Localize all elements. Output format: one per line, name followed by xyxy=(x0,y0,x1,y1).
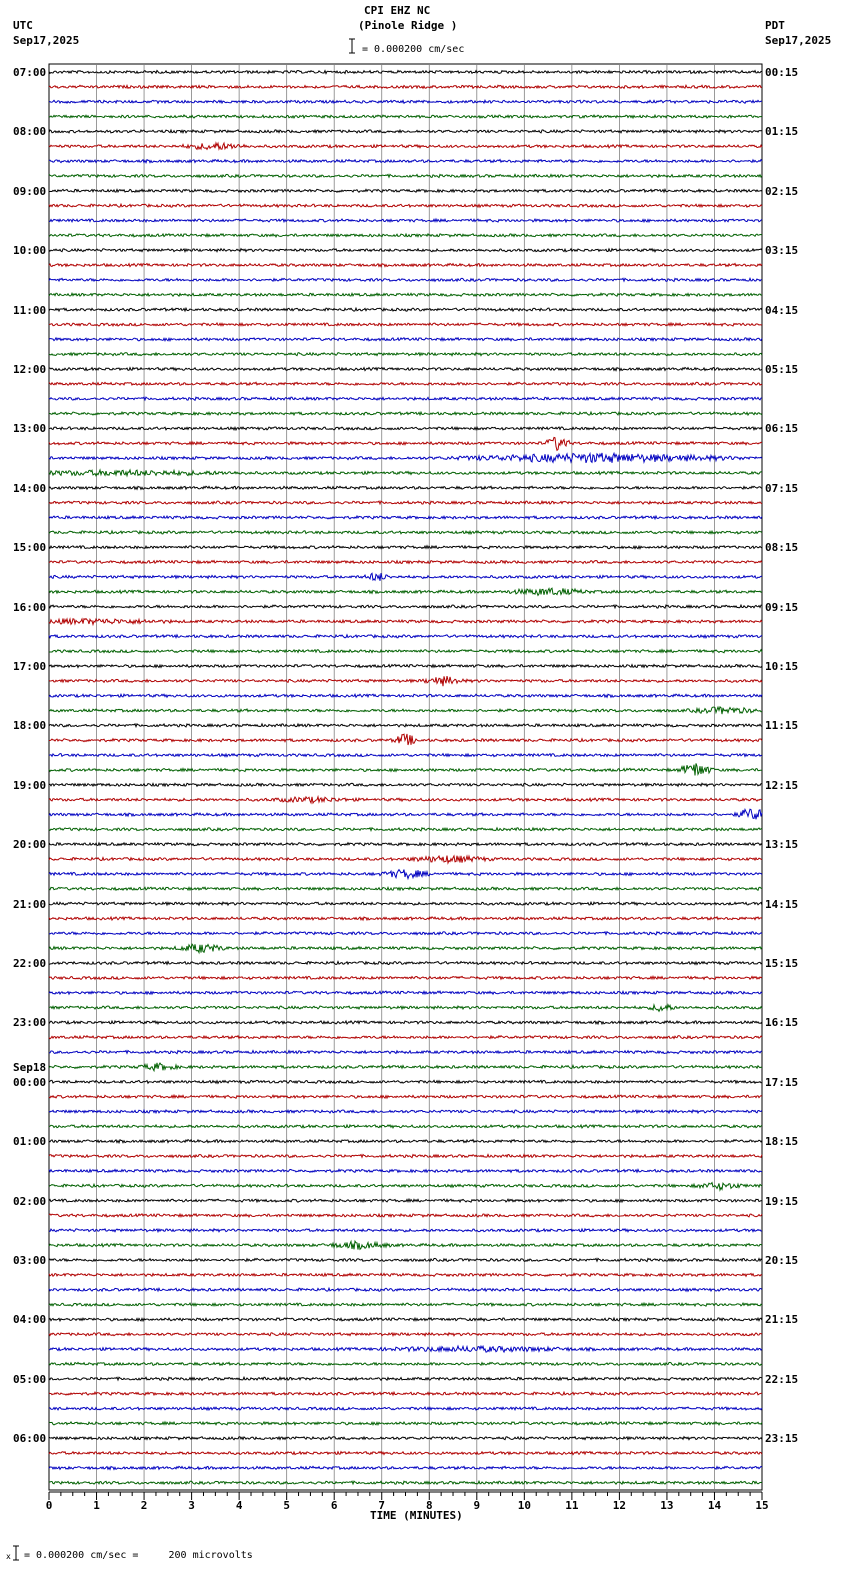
seismic-trace xyxy=(49,546,762,549)
seismic-trace xyxy=(49,1214,762,1217)
seismic-trace xyxy=(49,397,762,400)
pdt-hour-label: 08:15 xyxy=(765,541,799,555)
seismic-trace xyxy=(49,263,762,266)
seismic-trace xyxy=(49,917,762,920)
seismic-trace xyxy=(49,1258,762,1261)
seismic-trace xyxy=(49,1333,762,1336)
seismic-trace xyxy=(49,382,762,385)
pdt-hour-label: 17:15 xyxy=(765,1075,799,1089)
utc-hour-label: 19:00 xyxy=(13,778,47,792)
seismic-trace xyxy=(49,1392,762,1395)
utc-hour-label: 02:00 xyxy=(13,1194,47,1208)
utc-hour-label: 03:00 xyxy=(13,1254,47,1267)
seismic-trace xyxy=(49,100,762,103)
utc-hour-label: 23:00 xyxy=(13,1016,47,1030)
x-tick-label: 7 xyxy=(378,1499,386,1512)
seismic-trace xyxy=(49,635,762,638)
utc-label: UTC xyxy=(13,19,33,32)
x-axis-label: TIME (MINUTES) xyxy=(370,1509,463,1522)
seismic-trace xyxy=(49,367,762,370)
pdt-hour-label: 23:15 xyxy=(765,1432,799,1446)
x-tick-label: 15 xyxy=(755,1499,769,1512)
seismic-trace xyxy=(49,902,762,905)
plot-frame xyxy=(49,64,762,1490)
utc-hour-label: 09:00 xyxy=(13,184,47,198)
x-tick-label: 2 xyxy=(140,1499,148,1512)
utc-hour-label: 10:00 xyxy=(13,244,47,258)
seismic-trace xyxy=(49,1241,762,1249)
seismic-trace xyxy=(49,1422,762,1425)
utc-hour-label: 11:00 xyxy=(13,303,47,317)
utc-hour-label: 22:00 xyxy=(13,957,47,970)
utc-hour-label: 20:00 xyxy=(13,838,47,852)
seismic-trace xyxy=(49,278,762,281)
pdt-hour-label: 06:15 xyxy=(765,422,799,436)
seismic-trace xyxy=(49,516,762,519)
seismic-trace xyxy=(49,1466,762,1469)
seismic-trace xyxy=(49,573,762,581)
seismic-trace xyxy=(49,1346,762,1352)
seismic-trace xyxy=(49,1095,762,1098)
seismic-trace xyxy=(49,1452,762,1455)
seismic-trace xyxy=(49,664,762,667)
seismic-trace xyxy=(49,219,762,222)
seismic-trace xyxy=(49,1110,762,1113)
seismic-trace xyxy=(49,962,762,965)
seismic-trace xyxy=(49,453,762,463)
seismic-trace xyxy=(49,797,762,803)
seismic-trace xyxy=(49,249,762,252)
seismic-trace xyxy=(49,130,762,133)
seismic-trace xyxy=(49,932,762,935)
seismic-trace xyxy=(49,1125,762,1128)
seismic-trace xyxy=(49,308,762,311)
scale-text: = 0.000200 cm/sec xyxy=(362,44,465,55)
utc-hour-label: 18:00 xyxy=(13,719,47,733)
pdt-hour-label: 18:15 xyxy=(765,1135,799,1149)
seismic-trace xyxy=(49,437,762,450)
seismic-trace xyxy=(49,486,762,489)
seismic-trace xyxy=(49,204,762,207)
seismic-trace xyxy=(49,1154,762,1157)
seismic-trace xyxy=(49,1169,762,1172)
seismic-trace xyxy=(49,174,762,177)
seismic-trace xyxy=(49,1273,762,1276)
pdt-hour-label: 09:15 xyxy=(765,600,799,614)
seismic-trace xyxy=(49,1437,762,1440)
seismic-trace xyxy=(49,115,762,118)
seismic-trace xyxy=(49,293,762,296)
seismic-trace xyxy=(49,619,762,625)
utc-hour-label: 13:00 xyxy=(13,422,47,436)
x-tick-label: 8 xyxy=(425,1499,433,1512)
seismic-trace xyxy=(49,85,762,88)
seismic-trace xyxy=(49,944,762,952)
seismic-trace xyxy=(49,1377,762,1380)
utc-hour-label: 07:00 xyxy=(13,66,47,79)
seismic-trace xyxy=(49,70,762,73)
seismic-trace xyxy=(49,1318,762,1321)
seismic-trace xyxy=(49,783,762,786)
seismic-trace xyxy=(49,809,762,819)
seismic-trace xyxy=(49,870,762,879)
seismic-trace xyxy=(49,427,762,430)
pdt-label: PDT xyxy=(765,19,785,32)
seismic-trace xyxy=(49,605,762,608)
x-tick-label: 6 xyxy=(330,1499,338,1512)
pdt-hour-label: 00:15 xyxy=(765,66,799,79)
seismic-trace xyxy=(49,856,762,863)
seismic-trace xyxy=(49,1288,762,1291)
seismic-trace xyxy=(49,1063,762,1071)
seismic-trace xyxy=(49,1303,762,1306)
x-tick-label: 1 xyxy=(93,1499,100,1512)
x-tick-label: 0 xyxy=(45,1499,53,1512)
pdt-hour-label: 22:15 xyxy=(765,1372,799,1386)
pdt-hour-label: 10:15 xyxy=(765,660,799,673)
seismic-trace xyxy=(49,561,762,564)
seismic-trace xyxy=(49,353,762,356)
seismic-trace xyxy=(49,694,762,697)
utc-hour-label: 16:00 xyxy=(13,600,47,614)
seismic-trace xyxy=(49,1140,762,1143)
x-tick-label: 11 xyxy=(565,1499,579,1512)
seismic-trace xyxy=(49,470,762,476)
x-tick-label: 13 xyxy=(660,1499,674,1512)
utc-hour-label: 21:00 xyxy=(13,897,47,911)
seismic-trace xyxy=(49,1036,762,1039)
pdt-hour-label: 04:15 xyxy=(765,303,799,317)
pdt-hour-label: 01:15 xyxy=(765,125,799,139)
x-tick-label: 14 xyxy=(707,1499,722,1512)
seismic-trace xyxy=(49,734,762,745)
trace-group xyxy=(49,70,762,1484)
seismic-trace xyxy=(49,1362,762,1365)
seismic-trace xyxy=(49,1051,762,1054)
svg-text:x: x xyxy=(6,1552,11,1561)
seismic-trace xyxy=(49,189,762,192)
seismic-trace xyxy=(49,707,762,714)
utc-hour-label: 15:00 xyxy=(13,541,47,555)
seismic-trace xyxy=(49,501,762,504)
pdt-hour-label: 05:15 xyxy=(765,363,799,376)
seismic-trace xyxy=(49,754,762,757)
seismic-trace xyxy=(49,843,762,846)
utc-hour-label: 00:00 xyxy=(13,1075,47,1089)
utc-hour-label: 05:00 xyxy=(13,1372,47,1386)
x-tick-label: 5 xyxy=(283,1499,290,1512)
seismic-trace xyxy=(49,588,762,595)
pdt-hour-label: 13:15 xyxy=(765,838,799,852)
pdt-hour-label: 03:15 xyxy=(765,244,799,258)
seismic-trace xyxy=(49,338,762,341)
pdt-date: Sep17,2025 xyxy=(765,34,832,47)
station-title: CPI EHZ NC xyxy=(364,4,431,17)
pdt-hour-label: 19:15 xyxy=(765,1194,799,1208)
date-change-label: Sep18 xyxy=(13,1060,47,1074)
seismic-trace xyxy=(49,1407,762,1410)
seismic-trace xyxy=(49,1005,762,1012)
seismic-trace xyxy=(49,991,762,994)
pdt-hour-label: 11:15 xyxy=(765,719,799,733)
station-location: (Pinole Ridge ) xyxy=(358,19,458,32)
utc-hour-label: 17:00 xyxy=(13,660,47,673)
pdt-hour-label: 20:15 xyxy=(765,1254,799,1267)
seismic-trace xyxy=(49,828,762,831)
pdt-hour-label: 07:15 xyxy=(765,481,799,495)
utc-hour-label: 12:00 xyxy=(13,363,47,376)
x-tick-label: 9 xyxy=(473,1499,481,1512)
seismic-trace xyxy=(49,763,762,775)
utc-hour-label: 04:00 xyxy=(13,1313,47,1327)
seismic-trace xyxy=(49,976,762,979)
utc-hour-label: 14:00 xyxy=(13,481,47,495)
pdt-hour-label: 15:15 xyxy=(765,957,799,970)
seismic-trace xyxy=(49,724,762,727)
seismic-trace xyxy=(49,1183,762,1190)
x-tick-label: 12 xyxy=(612,1499,627,1512)
x-tick-label: 3 xyxy=(188,1499,195,1512)
seismic-trace xyxy=(49,1481,762,1484)
seismic-trace xyxy=(49,531,762,534)
pdt-hour-label: 21:15 xyxy=(765,1313,799,1327)
footer-scale-text: = 0.000200 cm/sec = 200 microvolts xyxy=(24,1550,253,1561)
pdt-hour-label: 16:15 xyxy=(765,1016,799,1030)
seismic-trace xyxy=(49,1021,762,1024)
seismic-trace xyxy=(49,1229,762,1232)
x-tick-label: 10 xyxy=(517,1499,531,1512)
pdt-hour-label: 14:15 xyxy=(765,897,799,911)
scale-bar-icon xyxy=(348,38,356,54)
seismic-trace xyxy=(49,650,762,653)
seismic-trace xyxy=(49,1080,762,1083)
seismic-trace xyxy=(49,1199,762,1202)
seismic-trace xyxy=(49,676,762,686)
pdt-hour-label: 02:15 xyxy=(765,184,799,198)
plot-grid xyxy=(49,64,762,1490)
utc-hour-label: 08:00 xyxy=(13,125,47,139)
seismic-trace xyxy=(49,412,762,415)
seismic-trace xyxy=(49,323,762,326)
footer-scale-icon xyxy=(6,1544,20,1562)
seismic-trace xyxy=(49,143,762,149)
utc-date: Sep17,2025 xyxy=(13,34,80,47)
seismic-trace xyxy=(49,160,762,163)
pdt-hour-label: 12:15 xyxy=(765,778,799,792)
seismic-trace xyxy=(49,887,762,890)
utc-hour-label: 01:00 xyxy=(13,1135,47,1149)
seismic-trace xyxy=(49,234,762,237)
x-tick-label: 4 xyxy=(235,1499,243,1512)
utc-hour-label: 06:00 xyxy=(13,1432,47,1446)
